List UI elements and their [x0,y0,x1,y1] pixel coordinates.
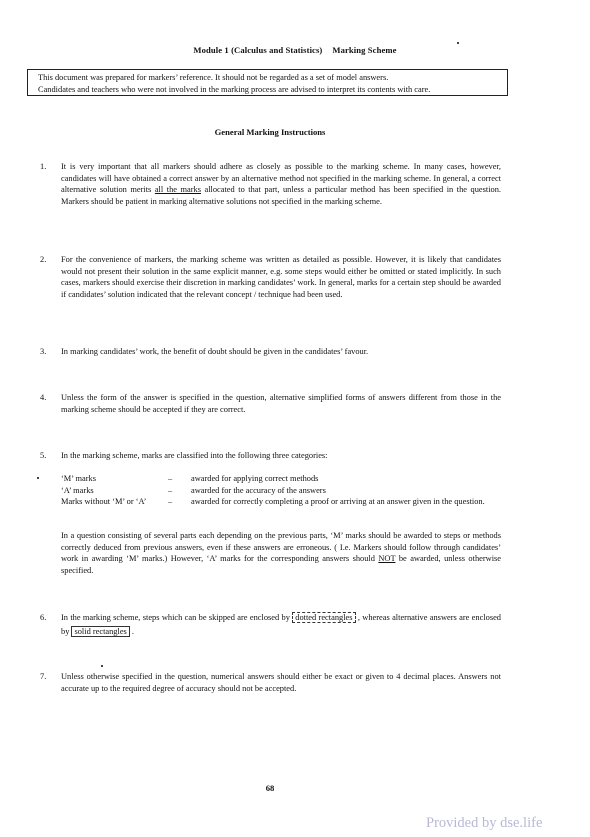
solid-rectangle-sample: solid rectangles [71,626,129,637]
scan-speck [37,477,39,479]
item-5-note-end: be awarded, unless otherwise specified. [61,554,501,575]
item-1-number: 1. [40,162,47,171]
item-2-number: 2. [40,255,47,264]
page-number: 68 [265,783,275,793]
mark-category-other [61,496,501,519]
disclaimer-line-2: Candidates and teachers who were not involved in the marking process are advised to interpret its contents with care. [38,85,431,95]
category-label: ‘A’ marks [61,485,94,495]
module-title: Module 1 (Calculus and Statistics) [193,45,323,55]
category-label: Marks without ‘M’ or ‘A’ [61,497,147,507]
mark-category-m [61,473,501,485]
item-5-intro: In the marking scheme, marks are classified into the following three categories: [61,451,328,460]
category-dash: – [168,474,173,483]
item-3-text: In marking candidates’ work, the benefit of doubt should be given in the candidates’ favour. [61,347,369,356]
item-1-text [61,161,501,207]
item-6-number: 6. [40,613,47,622]
disclaimer-box [27,69,508,96]
item-7-number: 7. [40,672,47,681]
section-heading: General Marking Instructions [214,127,326,137]
category-desc: awarded for applying correct methods [191,474,319,483]
mark-category-list [61,473,501,519]
item-5-note-start: In a question consisting of several parts each depending on the previous parts, ‘M’ marks should be awarded to steps or methods correctly deduced from previous answers, even if these answers are erroneous. ( I.e. Markers should follow through candidates’ work in awarding ‘M’ marks.) However, ‘A’ marks for the corresponding answers should [61,531,501,564]
category-desc: awarded for correctly completing a proof or arriving at an answer given in the question. [191,497,485,507]
category-label: ‘M’ marks [61,474,96,483]
item-1-text-start: It is very important that all markers should adhere as closely as possible to the marking scheme. In many cases, however, candidates will have obtained a correct answer by an alternative method not specified in the marking scheme. In general, a correct alternative solution merits [61,162,501,195]
category-dash: – [168,485,173,495]
item-5-number: 5. [40,451,47,460]
item-4-text: Unless the form of the answer is specified in the question, alternative simplified forms of answers different from those in the marking scheme should be accepted if they are correct. [61,393,501,414]
item-1-text-end: allocated to that part, unless a particular method has been specified in the question. Markers should be patient in marking alternative solutions not specified in the marking scheme. [61,185,501,206]
item-3-number: 3. [40,347,47,356]
provided-by-watermark: Provided by dse.life [426,815,543,831]
item-2-text: For the convenience of markers, the marking scheme was written as detailed as possible. However, it is likely that candidates would not present their solution in the same explicit manner, e.g. some steps would either be omitted or stated implicitly. In such cases, markers should exercise their discretion in marking candidates’ work. In general, marks for a certain step should be awarded if candidates’ solution indicated that the relevant concept / technique had been used. [61,255,501,299]
item-6-text-middle: , whereas alternative answers are enclosed by [61,613,501,636]
scan-speck [457,42,459,44]
item-6-text [61,611,501,638]
dotted-rectangle-sample: dotted rectangles [292,612,355,623]
category-dash: – [168,497,173,507]
item-4-number: 4. [40,393,47,402]
item-7-text: Unless otherwise specified in the question, numerical answers should either be exact or given to 4 decimal places. Answers not accurate up to the required degree of accuracy should not be accepted. [61,672,501,693]
item-6-text-start: In the marking scheme, steps which can be skipped are enclosed by [61,613,293,622]
scan-speck [101,665,103,667]
item-1-underlined: all the marks [154,185,201,195]
item-5-note [61,530,501,576]
page-title [0,45,590,55]
item-6-text-end: . [129,626,134,636]
disclaimer-line-1: This document was prepared for markers’ reference. It should not be regarded as a set of model answers. [38,73,389,82]
item-5-note-underlined: NOT [378,554,396,564]
scheme-title: Marking Scheme [332,45,397,55]
category-desc: awarded for the accuracy of the answers [191,485,326,495]
mark-category-a [61,485,501,497]
